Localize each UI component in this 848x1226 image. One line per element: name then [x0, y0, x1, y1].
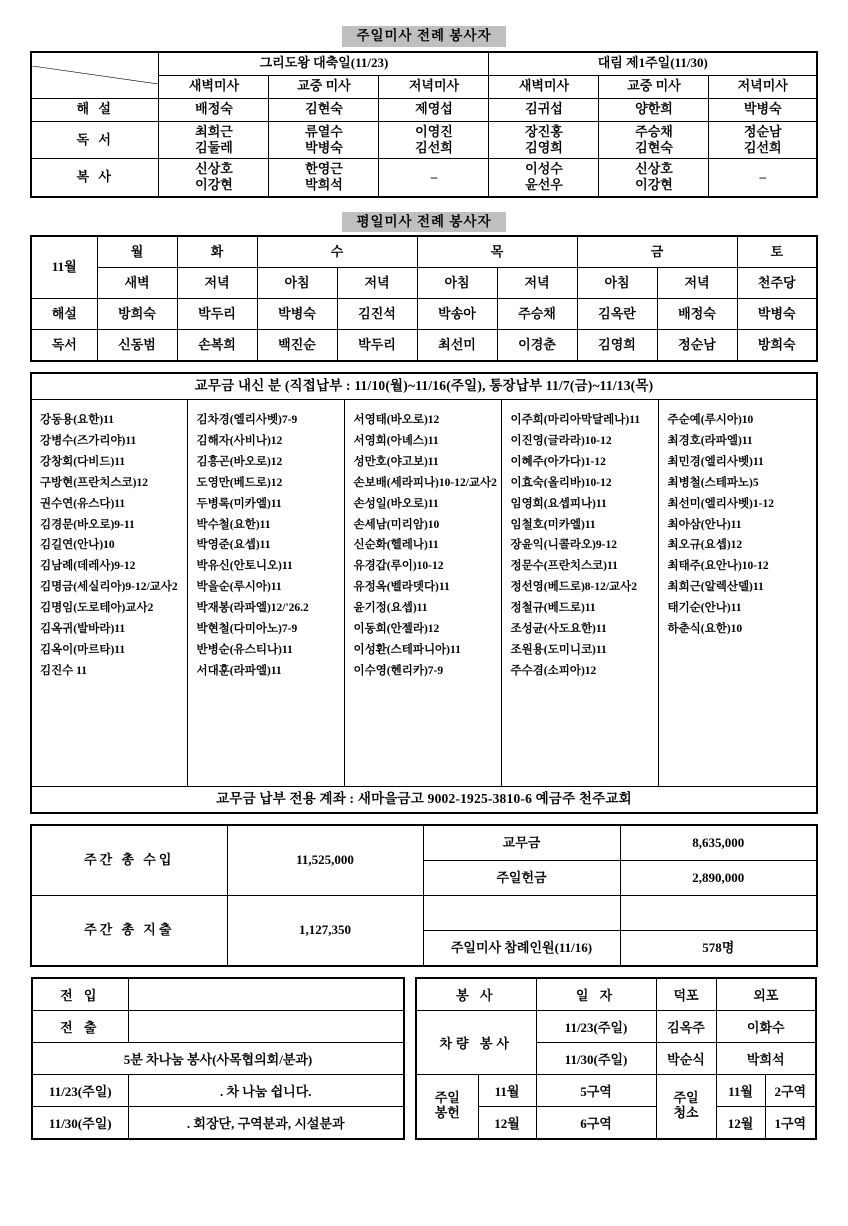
offering-month-0: 11월: [478, 1074, 536, 1106]
table-row: [31, 895, 817, 930]
table-row: [31, 825, 817, 861]
sunday-mass-table: [30, 51, 818, 198]
vehicle-service-label: 차량 봉사: [416, 1010, 536, 1074]
sunday-cell-2-0: 신상호 이강현: [159, 159, 269, 197]
weekday-section-title: 평일미사 전례 봉사자: [342, 212, 505, 233]
list-item: 윤기정(요셉)11: [353, 602, 428, 615]
weekday-time-2: 아침: [257, 268, 337, 299]
weekday-time-3: 저녁: [337, 268, 417, 299]
list-item: 정철규(베드로)11: [510, 602, 596, 615]
list-item: 손세남(미리암)10: [353, 518, 440, 531]
vehicle-date-0: 11/23(주일): [536, 1010, 656, 1042]
bulletin-page: [0, 26, 848, 1226]
list-item: 신순화(헬레나)11: [353, 539, 439, 552]
bottom-tables-row: [31, 977, 817, 1140]
sunday-role-2: 복 사: [31, 159, 159, 197]
dues-name-column-2: [345, 399, 502, 786]
tea-share-text-1: . 회장단, 구역분과, 시설분과: [128, 1106, 404, 1139]
sunday-cell-1-1: 류열수 박병숙: [269, 121, 379, 159]
list-item: 최희근(알렉산델)11: [667, 581, 764, 594]
table-row: [31, 236, 817, 268]
weekday-time-8: 천주당: [737, 268, 817, 299]
sunday-cell-0-2: 제영섭: [379, 98, 489, 121]
sunday-role-1: 독 서: [31, 121, 159, 159]
weekday-cell-0-1: 박두리: [177, 299, 257, 330]
service-header-1: 일 자: [536, 978, 656, 1011]
list-item: 박재봉(라파엘)12/'26.2: [196, 602, 309, 615]
list-item: 김진수 11: [39, 664, 88, 677]
list-item: 최아삼(안나)11: [667, 518, 742, 531]
list-item: 박유신(안토니오)11: [196, 560, 293, 573]
finance-blank-value: [620, 895, 817, 930]
sunday-mass-1-2: 저녁미사: [709, 75, 817, 98]
cleaning-zone-header-0: [716, 1074, 816, 1106]
list-item: 김옥이(마르타)11: [39, 644, 126, 657]
sunday-cell-1-5: 정순남 김선희: [709, 121, 817, 159]
list-item: 이동희(안젤라)12: [353, 623, 440, 636]
sunday-group-label-1: 대림 제1주일(11/30): [489, 52, 817, 76]
weekday-time-1: 저녁: [177, 268, 257, 299]
sunday-title-banner-wrap: [0, 26, 848, 47]
list-item: 최경호(라파엘)11: [667, 434, 753, 447]
service-header-3: 외포: [716, 978, 816, 1011]
list-item: 조원용(도미니코)11: [510, 644, 607, 657]
vehicle-oepo-0: 이화수: [716, 1010, 816, 1042]
weekday-day-4: 금: [577, 236, 737, 268]
weekday-role-0: 해설: [31, 299, 97, 330]
weekday-cell-1-0: 신동범: [97, 330, 177, 362]
list-item: 구방현(프란치스코)12: [39, 476, 148, 489]
list-item: 최민경(엘리사벳)11: [667, 455, 764, 468]
transfer-and-share-table: [31, 977, 405, 1140]
table-row: [31, 330, 817, 362]
dues-account-notice: 교무금 납부 전용 계좌 : 새마을금고 9002-1925-3810-6 예금주 천주교회: [31, 786, 817, 812]
list-item: 이진영(글라라)10-12: [510, 434, 612, 447]
table-row: [31, 399, 817, 786]
transfer-in-value: [128, 978, 404, 1011]
list-item: 김길연(안나)10: [39, 539, 115, 552]
table-row: [31, 268, 817, 299]
sunday-mass-0-1: 교중 미사: [269, 75, 379, 98]
weekday-cell-1-6: 김영희: [577, 330, 657, 362]
list-item: 김명임(도로테아)교사2: [39, 602, 154, 615]
table-row: [32, 978, 404, 1011]
weekday-cell-1-7: 정순남: [657, 330, 737, 362]
table-row: [416, 1010, 816, 1042]
weekday-time-5: 저녁: [497, 268, 577, 299]
sunday-cell-2-1: 한영근 박희석: [269, 159, 379, 197]
list-item: 반병순(유스티나)11: [196, 644, 293, 657]
dues-name-column-1: [188, 399, 345, 786]
list-item: 성만호(야고보)11: [353, 455, 439, 468]
dues-amount-value: 8,635,000: [620, 825, 817, 861]
list-item: 김남례(데레사)9-12: [39, 560, 136, 573]
list-item: 박영준(요셉)11: [196, 539, 271, 552]
table-row: [31, 299, 817, 330]
list-item: 강동용(요한)11: [39, 413, 115, 426]
transfer-out-value: [128, 1010, 404, 1042]
sunday-offering-value: 2,890,000: [620, 860, 817, 895]
weekday-cell-1-5: 이경춘: [497, 330, 577, 362]
sunday-cell-0-3: 김귀섭: [489, 98, 599, 121]
sunday-cell-0-1: 김현숙: [269, 98, 379, 121]
list-item: 최태주(요안나)10-12: [667, 560, 769, 573]
sunday-cleaning-duty-label: 주일 청소: [656, 1074, 716, 1139]
sunday-role-0: 해 설: [31, 98, 159, 121]
cleaning-month-0: 11월: [717, 1075, 766, 1106]
weekday-cell-0-6: 김옥란: [577, 299, 657, 330]
list-item: 이수영(헨리카)7-9: [353, 664, 444, 677]
dues-name-column-4: [659, 399, 817, 786]
vehicle-deokpo-0: 김옥주: [656, 1010, 716, 1042]
sunday-cell-1-4: 주승채 김현숙: [599, 121, 709, 159]
tea-share-text-0: . 차 나눔 쉽니다.: [128, 1074, 404, 1106]
list-item: 김차경(엘리사벳)7-9: [196, 413, 298, 426]
list-item: 임철호(미카엘)11: [510, 518, 596, 531]
weekday-day-3: 목: [417, 236, 577, 268]
table-row: [32, 1106, 404, 1139]
table-row: [32, 1074, 404, 1106]
list-item: 김명금(세실리아)9-12/교사2: [39, 581, 178, 594]
table-row: [31, 121, 817, 159]
weekday-mass-table: [30, 235, 818, 362]
table-row: [31, 786, 817, 812]
dues-name-column-0: [31, 399, 188, 786]
weekday-time-6: 아침: [577, 268, 657, 299]
dues-amount-label: 교무금: [423, 825, 620, 861]
list-item: 손성일(바오로)11: [353, 497, 439, 510]
sunday-cell-2-2: –: [379, 159, 489, 197]
list-item: 손보배(세라피나)10-12/교사2: [353, 476, 497, 489]
list-item: 권수연(유스다)11: [39, 497, 126, 510]
weekday-cell-0-5: 주승채: [497, 299, 577, 330]
list-item: 이성환(스테파니아)11: [353, 644, 461, 657]
cleaning-month-1: 12월: [717, 1107, 766, 1138]
list-item: 최선미(엘리사벳)1-12: [667, 497, 774, 510]
weekday-cell-1-1: 손복희: [177, 330, 257, 362]
sunday-cell-0-4: 양한희: [599, 98, 709, 121]
table-row: [31, 159, 817, 197]
list-item: 도영만(베드로)12: [196, 476, 283, 489]
weekday-time-0: 새벽: [97, 268, 177, 299]
list-item: 김경문(바오로)9-11: [39, 518, 135, 531]
list-item: 김해자(사비나)12: [196, 434, 283, 447]
sunday-cell-2-3: 이성수 윤선우: [489, 159, 599, 197]
vehicle-deokpo-1: 박순식: [656, 1042, 716, 1074]
tea-share-date-0: 11/23(주일): [32, 1074, 128, 1106]
list-item: 서영태(바오로)12: [353, 413, 440, 426]
list-item: 유경갑(루이)10-12: [353, 560, 444, 573]
weekday-cell-0-8: 박병숙: [737, 299, 817, 330]
list-item: 김옥귀(발바라)11: [39, 623, 126, 636]
attendance-value: 578명: [620, 930, 817, 966]
weekday-cell-0-3: 김진석: [337, 299, 417, 330]
sunday-cell-2-4: 신상호 이강현: [599, 159, 709, 197]
weekday-cell-0-7: 배정숙: [657, 299, 737, 330]
list-item: 두병록(미카엘)11: [196, 497, 282, 510]
weekday-role-1: 독서: [31, 330, 97, 362]
weekday-day-5: 토: [737, 236, 817, 268]
attendance-label: 주일미사 참례인원(11/16): [423, 930, 620, 966]
list-item: 강창회(다비드)11: [39, 455, 126, 468]
sunday-cell-1-0: 최희근 김둘레: [159, 121, 269, 159]
weekday-cell-1-4: 최선미: [417, 330, 497, 362]
list-item: 유정옥(벨라뎃다)11: [353, 581, 450, 594]
weekday-cell-1-8: 방희숙: [737, 330, 817, 362]
tea-share-date-1: 11/30(주일): [32, 1106, 128, 1139]
vehicle-date-1: 11/30(주일): [536, 1042, 656, 1074]
sunday-offering-label: 주일헌금: [423, 860, 620, 895]
total-expense-label: 주간 총 지출: [31, 895, 227, 966]
list-item: 서영희(아녜스)11: [353, 434, 439, 447]
weekday-day-2: 수: [257, 236, 417, 268]
list-item: 정선영(베드로)8-12/교사2: [510, 581, 638, 594]
list-item: 강병수(즈가리야)11: [39, 434, 137, 447]
weekday-title-banner-wrap: [0, 212, 848, 233]
sunday-mass-0-2: 저녁미사: [379, 75, 489, 98]
weekday-cell-1-2: 백진순: [257, 330, 337, 362]
list-item: 서대훈(라파엘)11: [196, 664, 282, 677]
list-item: 임영희(요셉피나)11: [510, 497, 607, 510]
list-item: 태기순(안나)11: [667, 602, 742, 615]
table-row: [416, 1074, 816, 1106]
diagonal-corner-cell: [31, 52, 159, 99]
weekday-cell-0-4: 박송아: [417, 299, 497, 330]
table-row: [32, 1042, 404, 1074]
table-row: [31, 98, 817, 121]
offering-zone-1: 6구역: [536, 1106, 656, 1139]
transfer-out-label: 전 출: [32, 1010, 128, 1042]
sunday-cell-1-2: 이영진 김선희: [379, 121, 489, 159]
total-expense-value: 1,127,350: [227, 895, 423, 966]
weekday-time-7: 저녁: [657, 268, 737, 299]
weekday-time-4: 아침: [417, 268, 497, 299]
cleaning-zone-1: 1구역: [765, 1107, 815, 1138]
list-item: 정문수(프란치스코)11: [510, 560, 618, 573]
weekday-day-1: 화: [177, 236, 257, 268]
dues-name-column-3: [502, 399, 659, 786]
cleaning-zone-header-1: [716, 1106, 816, 1139]
sunday-cell-2-5: –: [709, 159, 817, 197]
table-row: [31, 373, 817, 399]
list-item: 이효숙(올리바)10-12: [510, 476, 612, 489]
sunday-section-title: 주일미사 전례 봉사자: [342, 26, 505, 47]
sunday-group-label-0: 그리도왕 대축일(11/23): [159, 52, 489, 76]
service-header-2: 덕포: [656, 978, 716, 1011]
total-income-value: 11,525,000: [227, 825, 423, 896]
finance-summary-table: [30, 824, 818, 967]
list-item: 박수철(요한)11: [196, 518, 271, 531]
list-item: 조성균(사도요한)11: [510, 623, 607, 636]
weekday-cell-0-2: 박병숙: [257, 299, 337, 330]
offering-month-1: 12월: [478, 1106, 536, 1139]
weekday-day-0: 월: [97, 236, 177, 268]
service-header-0: 봉 사: [416, 978, 536, 1011]
sunday-cell-0-0: 배정숙: [159, 98, 269, 121]
finance-blank-label: [423, 895, 620, 930]
list-item: 최병철(스테파노)5: [667, 476, 759, 489]
total-income-label: 주간 총 수입: [31, 825, 227, 896]
offering-zone-0: 5구역: [536, 1074, 656, 1106]
table-row: [416, 978, 816, 1011]
list-item: 이주희(마리아막달레나)11: [510, 413, 641, 426]
list-item: 주수겸(소피아)12: [510, 664, 597, 677]
list-item: 김흥곤(바오로)12: [196, 455, 283, 468]
sunday-offering-duty-label: 주일 봉헌: [416, 1074, 478, 1139]
dues-contributors-table: [30, 372, 818, 814]
list-item: 주순예(루시아)10: [667, 413, 754, 426]
cleaning-zone-0: 2구역: [765, 1075, 815, 1106]
sunday-mass-1-0: 새벽미사: [489, 75, 599, 98]
list-item: 박을순(루시아)11: [196, 581, 282, 594]
weekday-month-label: 11월: [31, 236, 97, 299]
sunday-cell-1-3: 장진홍 김영희: [489, 121, 599, 159]
sunday-mass-1-1: 교중 미사: [599, 75, 709, 98]
service-duty-table: [415, 977, 817, 1140]
weekday-cell-1-3: 박두리: [337, 330, 417, 362]
list-item: 하춘식(요한)10: [667, 623, 743, 636]
vehicle-oepo-1: 박희석: [716, 1042, 816, 1074]
table-row: [31, 52, 817, 76]
list-item: 이혜주(아가다)1-12: [510, 455, 606, 468]
sunday-cell-0-5: 박병숙: [709, 98, 817, 121]
list-item: 박현철(다미아노)7-9: [196, 623, 298, 636]
sunday-mass-0-0: 새벽미사: [159, 75, 269, 98]
weekday-cell-0-0: 방희숙: [97, 299, 177, 330]
transfer-in-label: 전 입: [32, 978, 128, 1011]
dues-header: 교무금 내신 분 (직접납부 : 11/10(월)~11/16(주일), 통장납부 11/7(금)~11/13(목): [31, 373, 817, 399]
tea-share-header: 5분 차나눔 봉사(사목협의회/분과): [32, 1042, 404, 1074]
list-item: 최오규(요셉)12: [667, 539, 743, 552]
list-item: 장윤익(니콜라오)9-12: [510, 539, 617, 552]
table-row: [32, 1010, 404, 1042]
